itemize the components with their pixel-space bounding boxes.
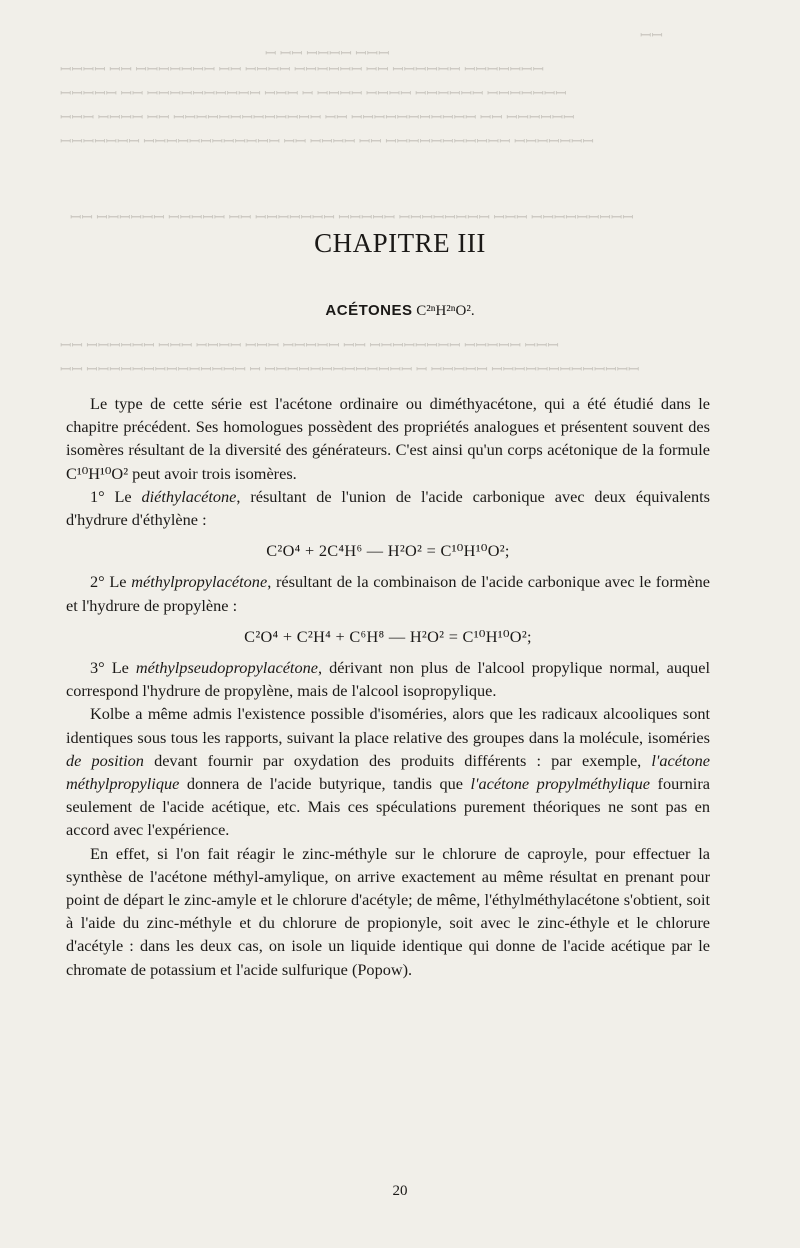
kolbe-text-d: fournira seulement de l'acide acétique, etc. Mais ces spéculations purement théoriques ne sont pas en accord avec l'expérience.	[66, 774, 710, 840]
kolbe-term-propylmethylique: l'acétone propylméthylique	[470, 774, 651, 794]
show-through-decoration: ꟷꟷ	[640, 29, 663, 44]
formula-2: C²O⁴ + C²H⁴ + C⁶H⁸ — H²O² = C¹⁰H¹⁰O²;	[244, 626, 532, 646]
subtitle-formula: C²ⁿH²ⁿO².	[416, 303, 475, 319]
page-number: 20	[392, 1183, 408, 1199]
main-text	[66, 392, 710, 981]
item-1-prefix: 1° Le	[90, 486, 142, 506]
show-through-decoration: ꟷꟷꟷ ꟷꟷꟷꟷ ꟷꟷ ꟷꟷꟷꟷꟷꟷꟷꟷꟷꟷꟷꟷꟷ ꟷꟷ ꟷꟷꟷꟷꟷꟷꟷꟷꟷꟷꟷ ꟷꟷ ꟷꟷꟷꟷꟷꟷ	[60, 111, 575, 126]
item-1-term: diéthylacétone	[141, 486, 237, 506]
paragraph-item-2	[66, 570, 710, 616]
item-3-term: méthylpseudopropylacétone	[135, 658, 318, 678]
kolbe-text-c: donnera de l'acide butyrique, tandis que	[179, 774, 471, 794]
kolbe-text-b: devant fournir par oxydation des produits différents : par exemple,	[143, 750, 652, 770]
show-through-decoration: ꟷ ꟷꟷ ꟷꟷꟷꟷ ꟷꟷꟷ	[265, 47, 390, 62]
formula-1: C²O⁴ + 2C⁴H⁶ — H²O² = C¹⁰H¹⁰O²;	[266, 541, 510, 561]
kolbe-term-position: de position	[66, 750, 144, 770]
paragraph-item-3	[66, 656, 710, 702]
paragraph-popow: En effet, si l'on fait réagir le zinc-méthyle sur le chlorure de caproyle, pour effectuer la synthèse de l'acétone méthyl-amylique, on arrive exactement au même résultat en prenant pour point de départ le zinc-amyle et le chlorure d'acétyle; de même, l'éthylméthylacétone s'obtient, soit à l'aide du zinc-méthyle et du chlorure de propionyle, soit avec le zinc-éthyle et le chlorure d'acétyle : dans les deux cas, on isole un liquide identique qui donne de l'acide acétique par le chromate de potassium et l'acide sulfurique (Popow).	[66, 843, 710, 979]
item-2-prefix: 2° Le	[90, 572, 132, 592]
show-through-decoration: ꟷꟷꟷꟷꟷꟷꟷ ꟷꟷꟷꟷꟷꟷꟷꟷꟷꟷꟷꟷ ꟷꟷ ꟷꟷꟷꟷ ꟷꟷ ꟷꟷꟷꟷꟷꟷꟷꟷꟷꟷꟷ ꟷꟷꟷꟷꟷꟷꟷ	[60, 135, 594, 150]
item-2-text: , résultant de la combinaison de l'acide carbonique avec le formène et l'hydrure de propylène :	[66, 572, 711, 615]
item-3-prefix: 3° Le	[90, 658, 136, 678]
paragraph-intro: Le type de cette série est l'acétone ordinaire ou diméthyacétone, qui a été étudié dans le chapitre précédent. Ses homologues possèdent des propriétés analogues et présentent souvent des isomères résultant de la diversité des générateurs. C'est ainsi qu'un corps acétonique de la formule C¹⁰H¹⁰O² peut avoir trois isomères.	[66, 394, 710, 483]
show-through-decoration: ꟷꟷ ꟷꟷꟷꟷꟷꟷ ꟷꟷꟷꟷꟷ ꟷꟷ ꟷꟷꟷꟷꟷꟷꟷ ꟷꟷꟷꟷꟷ ꟷꟷꟷꟷꟷꟷꟷꟷ ꟷꟷꟷ ꟷꟷꟷꟷꟷꟷꟷꟷꟷ	[70, 211, 634, 226]
show-through-decoration: ꟷꟷꟷꟷꟷ ꟷꟷ ꟷꟷꟷꟷꟷꟷꟷꟷꟷꟷ ꟷꟷꟷ ꟷ ꟷꟷꟷꟷ ꟷꟷꟷꟷ ꟷꟷꟷꟷꟷꟷ ꟷꟷꟷꟷꟷꟷꟷ	[60, 87, 567, 102]
paragraph-item-1	[66, 485, 710, 531]
show-through-decoration: ꟷꟷ ꟷꟷꟷꟷꟷꟷ ꟷꟷꟷ ꟷꟷꟷꟷ ꟷꟷꟷ ꟷꟷꟷꟷꟷ ꟷꟷ ꟷꟷꟷꟷꟷꟷꟷꟷ ꟷꟷꟷꟷꟷ ꟷꟷꟷ	[60, 339, 559, 354]
item-2-term: méthylpropylacétone	[131, 572, 268, 592]
item-3-text: , dérivant non plus de l'alcool propylique normal, auquel correspond l'hydrure de propylène, mais de l'alcool isopropylique.	[66, 658, 710, 701]
chapter-title: CHAPITRE III	[314, 228, 486, 258]
kolbe-text-a: Kolbe a même admis l'existence possible d'isoméries, alors que les radicaux alcooliques sont identiques sous tous les rapports, suivant la place relative des groupes dans la molécule, isoméries	[66, 704, 710, 747]
show-through-decoration: ꟷꟷꟷꟷ ꟷꟷ ꟷꟷꟷꟷꟷꟷꟷ ꟷꟷ ꟷꟷꟷꟷ ꟷꟷꟷꟷꟷꟷ ꟷꟷ ꟷꟷꟷꟷꟷꟷ ꟷꟷꟷꟷꟷꟷꟷ	[60, 63, 544, 78]
paragraph-kolbe	[66, 702, 710, 841]
show-through-decoration: ꟷꟷ ꟷꟷꟷꟷꟷꟷꟷꟷꟷꟷꟷꟷꟷꟷ ꟷ ꟷꟷꟷꟷꟷꟷꟷꟷꟷꟷꟷꟷꟷ ꟷ ꟷꟷꟷꟷꟷ ꟷꟷꟷꟷꟷꟷꟷꟷꟷꟷꟷꟷꟷ	[60, 363, 640, 378]
chapter-subtitle	[0, 302, 800, 320]
subtitle-word: ACÉTONES	[325, 302, 413, 319]
kolbe-term-methylpropylique: l'acétone méthylpropylique	[66, 750, 711, 794]
item-1-text: , résultant de l'union de l'acide carbonique avec deux équivalents d'hydrure d'éthylène :	[66, 486, 710, 530]
